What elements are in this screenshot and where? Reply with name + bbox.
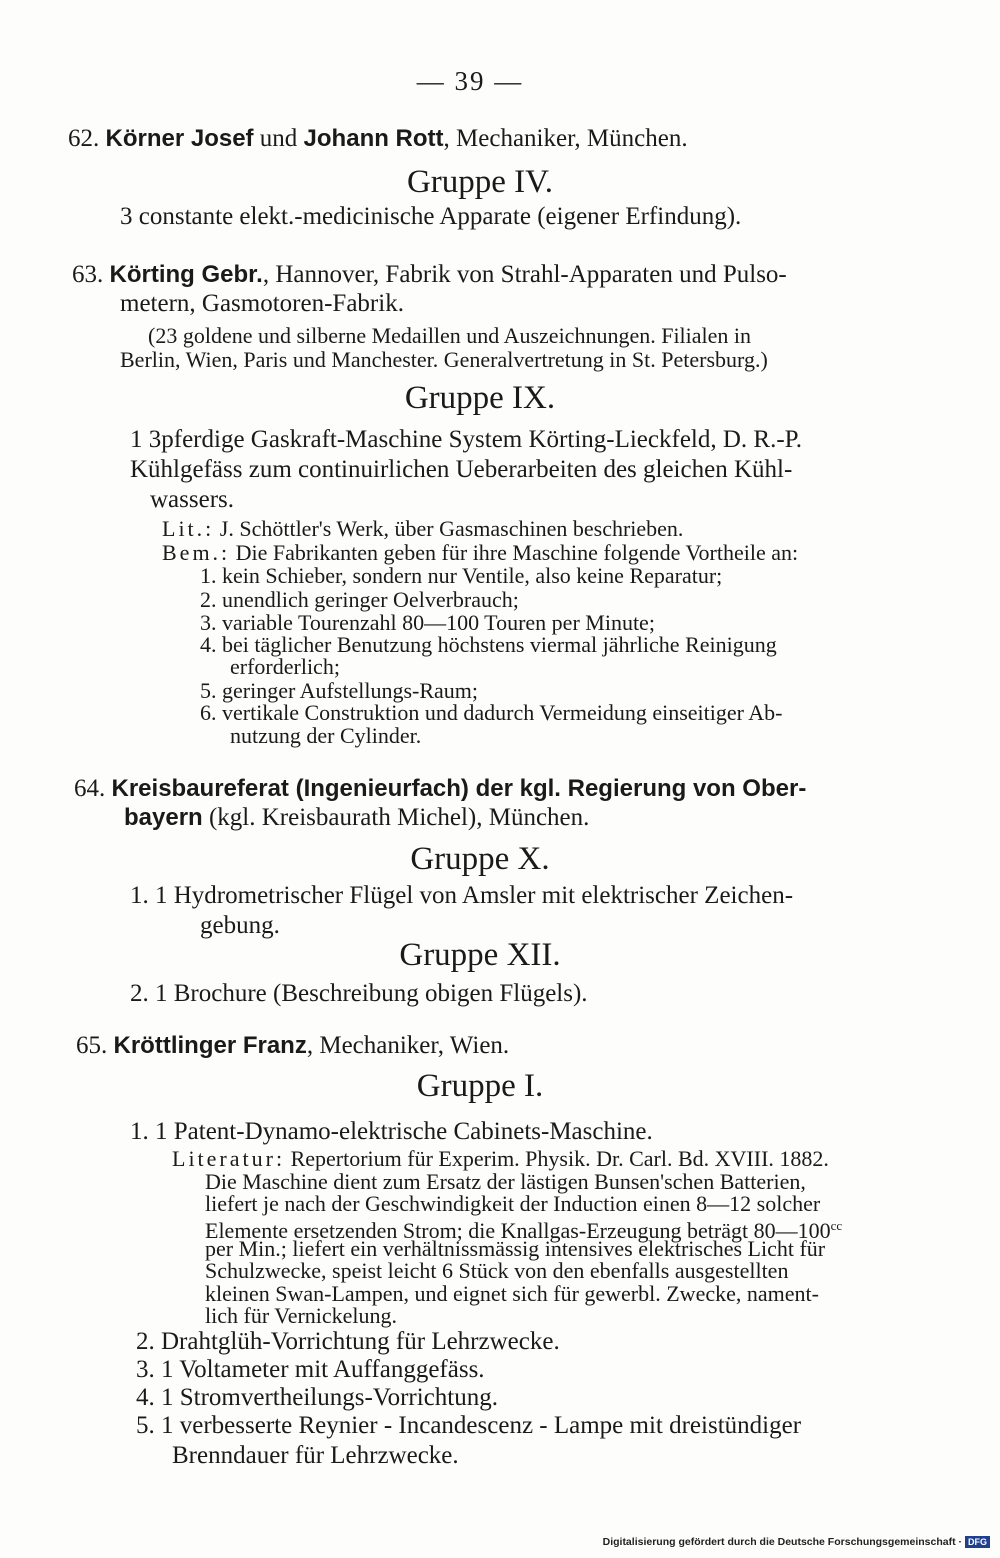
group-heading: Gruppe IV.	[406, 164, 554, 200]
entry-number: 65.	[76, 1032, 108, 1059]
list-item: 2. unendlich geringer Oelverbrauch;	[200, 587, 519, 612]
dfg-logo: DFG	[965, 1536, 990, 1548]
item-line: 1. 1 Hydrometrischer Flügel von Amsler mit elektrischer Zeichen-	[130, 882, 794, 909]
item-line: wassers.	[150, 486, 235, 513]
group-heading: Gruppe IX.	[404, 380, 556, 416]
list-item: 6. vertikale Construktion und dadurch Vermeidung einseitiger Ab-	[200, 700, 783, 725]
item-line-cont: Brenndauer für Lehrzwecke.	[172, 1442, 459, 1469]
note-line: (23 goldene und silberne Medaillen und Auszeichnungen. Filialen in	[148, 323, 752, 348]
superscript-unit: cc	[830, 1218, 843, 1233]
item-line: 2. Drahtglüh-Vorrichtung für Lehrzwecke.	[136, 1328, 560, 1355]
group-heading: Gruppe I.	[416, 1068, 544, 1104]
literature-text: kleinen Swan-Lampen, und eignet sich für gewerbl. Zwecke, nament-	[205, 1281, 819, 1306]
literature-text-part: Elemente ersetzenden Strom; die Knallgas-Erzeugung beträgt 80—100	[205, 1218, 831, 1243]
list-item: 5. geringer Aufstellungs-Raum;	[200, 678, 479, 703]
page-number: — 39 —	[416, 66, 524, 96]
item-line: 1. 1 Patent-Dynamo-elektrische Cabinets-Maschine.	[130, 1118, 653, 1145]
group-heading: Gruppe X.	[410, 841, 550, 877]
item-line-cont: gebung.	[200, 912, 280, 939]
literature-text: liefert je nach der Geschwindigkeit der Induction einen 8—12 solcher	[205, 1191, 821, 1216]
remark-text: Die Fabrikanten geben für ihre Maschine folgende Vortheile an:	[230, 540, 799, 565]
exhibitor-details: (kgl. Kreisbaurath Michel), München.	[202, 804, 590, 831]
item-line: 1 3pferdige Gaskraft-Maschine System Körting-Lieckfeld, D. R.-P.	[130, 426, 803, 453]
literature-text: Repertorium für Experim. Physik. Dr. Carl. Bd. XVIII. 1882.	[285, 1146, 829, 1171]
digitization-credit	[603, 1536, 990, 1548]
item-line: Kühlgefäss zum continuirlichen Ueberarbeiten des gleichen Kühl-	[130, 456, 793, 483]
literature-text: J. Schöttler's Werk, über Gasmaschinen beschrieben.	[214, 516, 684, 541]
entry-65-header	[76, 1031, 509, 1061]
entry-number: 63.	[72, 261, 104, 288]
exhibitor-name: Kreisbaureferat (Ingenieurfach) der kgl. Regierung von Ober-	[111, 775, 807, 802]
item-line: 5. 1 verbesserte Reynier - Incandescenz - Lampe mit dreistündiger	[136, 1412, 802, 1439]
entry-63-header	[72, 260, 787, 290]
item-line: 4. 1 Stromvertheilungs-Vorrichtung.	[136, 1384, 498, 1411]
list-item: 3. variable Tourenzahl 80—100 Touren per Minute;	[200, 610, 655, 635]
literature-text: Die Maschine dient zum Ersatz der lästigen Bunsen'schen Batterien,	[205, 1169, 806, 1194]
exhibitor-name-cont: bayern	[124, 804, 203, 831]
entry-64-header	[74, 774, 806, 804]
exhibitor-details: , Mechaniker, München.	[443, 125, 688, 152]
exhibitor-name: Körting Gebr.	[109, 261, 263, 288]
list-item: 1. kein Schieber, sondern nur Ventile, also keine Reparatur;	[200, 563, 723, 588]
exhibitor-name: Körner Josef	[105, 125, 254, 152]
remark-line	[162, 541, 798, 564]
literature-text: per Min.; liefert ein verhältnissmässig intensives elektrisches Licht für	[205, 1236, 826, 1261]
entry-64-header-cont	[124, 803, 589, 833]
exhibitor-name-2: Johann Rott	[303, 125, 444, 152]
literature-text: lich für Vernickelung.	[205, 1303, 398, 1328]
entry-62-header	[68, 124, 688, 154]
literature-line	[162, 517, 683, 540]
literature-label: Lit.:	[162, 516, 215, 541]
list-item: 4. bei täglicher Benutzung höchstens viermal jährliche Reinigung	[200, 632, 777, 657]
item-line: 3. 1 Voltameter mit Auffanggefäss.	[136, 1356, 485, 1383]
item-line: 3 constante elekt.-medicinische Apparate (eigener Erfindung).	[120, 203, 742, 230]
exhibitor-details: , Hannover, Fabrik von Strahl-Apparaten und Pulso-	[262, 261, 787, 288]
exhibitor-name: Kröttlinger Franz	[113, 1032, 307, 1059]
credit-text: Digitalisierung gefördert durch die Deutsche Forschungsgemeinschaft ·	[602, 1536, 962, 1548]
note-line: Berlin, Wien, Paris und Manchester. Generalvertretung in St. Petersburg.)	[120, 347, 768, 372]
literature-line	[172, 1147, 829, 1170]
item-line: 2. 1 Brochure (Beschreibung obigen Flügels).	[130, 980, 588, 1007]
literature-label: Literatur:	[172, 1146, 286, 1171]
entry-number: 64.	[74, 775, 106, 802]
exhibitor-details: , Mechaniker, Wien.	[306, 1032, 510, 1059]
group-heading: Gruppe XII.	[399, 937, 561, 973]
entry-number: 62.	[68, 125, 100, 152]
literature-text: Schulzwecke, speist leicht 6 Stück von den ebenfalls ausgestellten	[205, 1258, 789, 1283]
remark-label: Bem.:	[162, 540, 231, 565]
conjunction: und	[253, 125, 304, 152]
exhibitor-details-cont: metern, Gasmotoren-Fabrik.	[120, 290, 404, 317]
list-item-cont: erforderlich;	[230, 654, 340, 679]
list-item-cont: nutzung der Cylinder.	[230, 723, 422, 748]
